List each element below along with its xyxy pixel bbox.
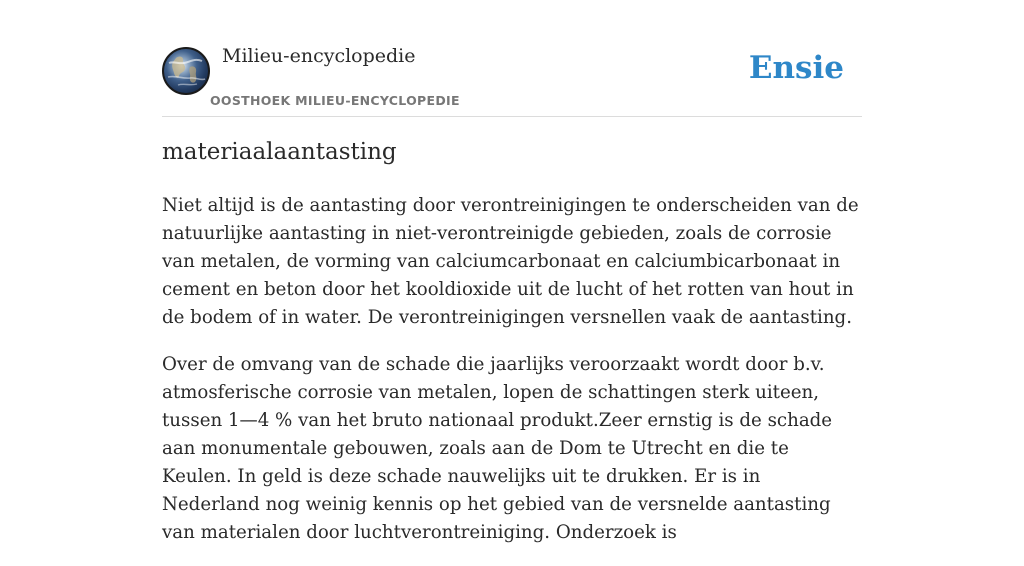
earth-globe-icon[interactable] <box>162 47 210 95</box>
entry-content <box>162 192 862 566</box>
paragraph-1: Niet altijd is de aantasting door verontreinigingen te onderscheiden van de natuurlijke aantasting in niet-verontreinigde gebieden, zoals de corrosie van metalen, de vorming van calciumcarbonaat en calciumbicarbonaat in cement en beton door het kooldioxide uit de lucht of het rotten van hout in de bodem of in water. De verontreinigingen versnellen vaak de aantasting. <box>162 195 859 328</box>
page <box>162 0 862 543</box>
entry-title: materiaalaantasting <box>162 139 397 165</box>
book-title-link[interactable]: Milieu-encyclopedie <box>222 45 416 67</box>
book-subtitle: OOSTHOEK MILIEU-ENCYCLOPEDIE <box>210 93 460 108</box>
paragraph-2: Over de omvang van de schade die jaarlijks veroorzaakt wordt door b.v. atmosferische corrosie van metalen, lopen de schattingen sterk uiteen, tussen 1—4 % van het bruto nationaal produkt.Zeer ernstig is de schade aan monumentale gebouwen, zoals aan de Dom te Utrecht en die te Keulen. In geld is deze schade nauwelijks uit te drukken. Er is in Nederland nog weinig kennis op het gebied van de versnelde aantasting van materialen door luchtverontreiniging. Onderzoek is <box>162 354 833 543</box>
header <box>162 0 862 117</box>
ensie-logo-link[interactable]: Ensie <box>748 50 844 86</box>
